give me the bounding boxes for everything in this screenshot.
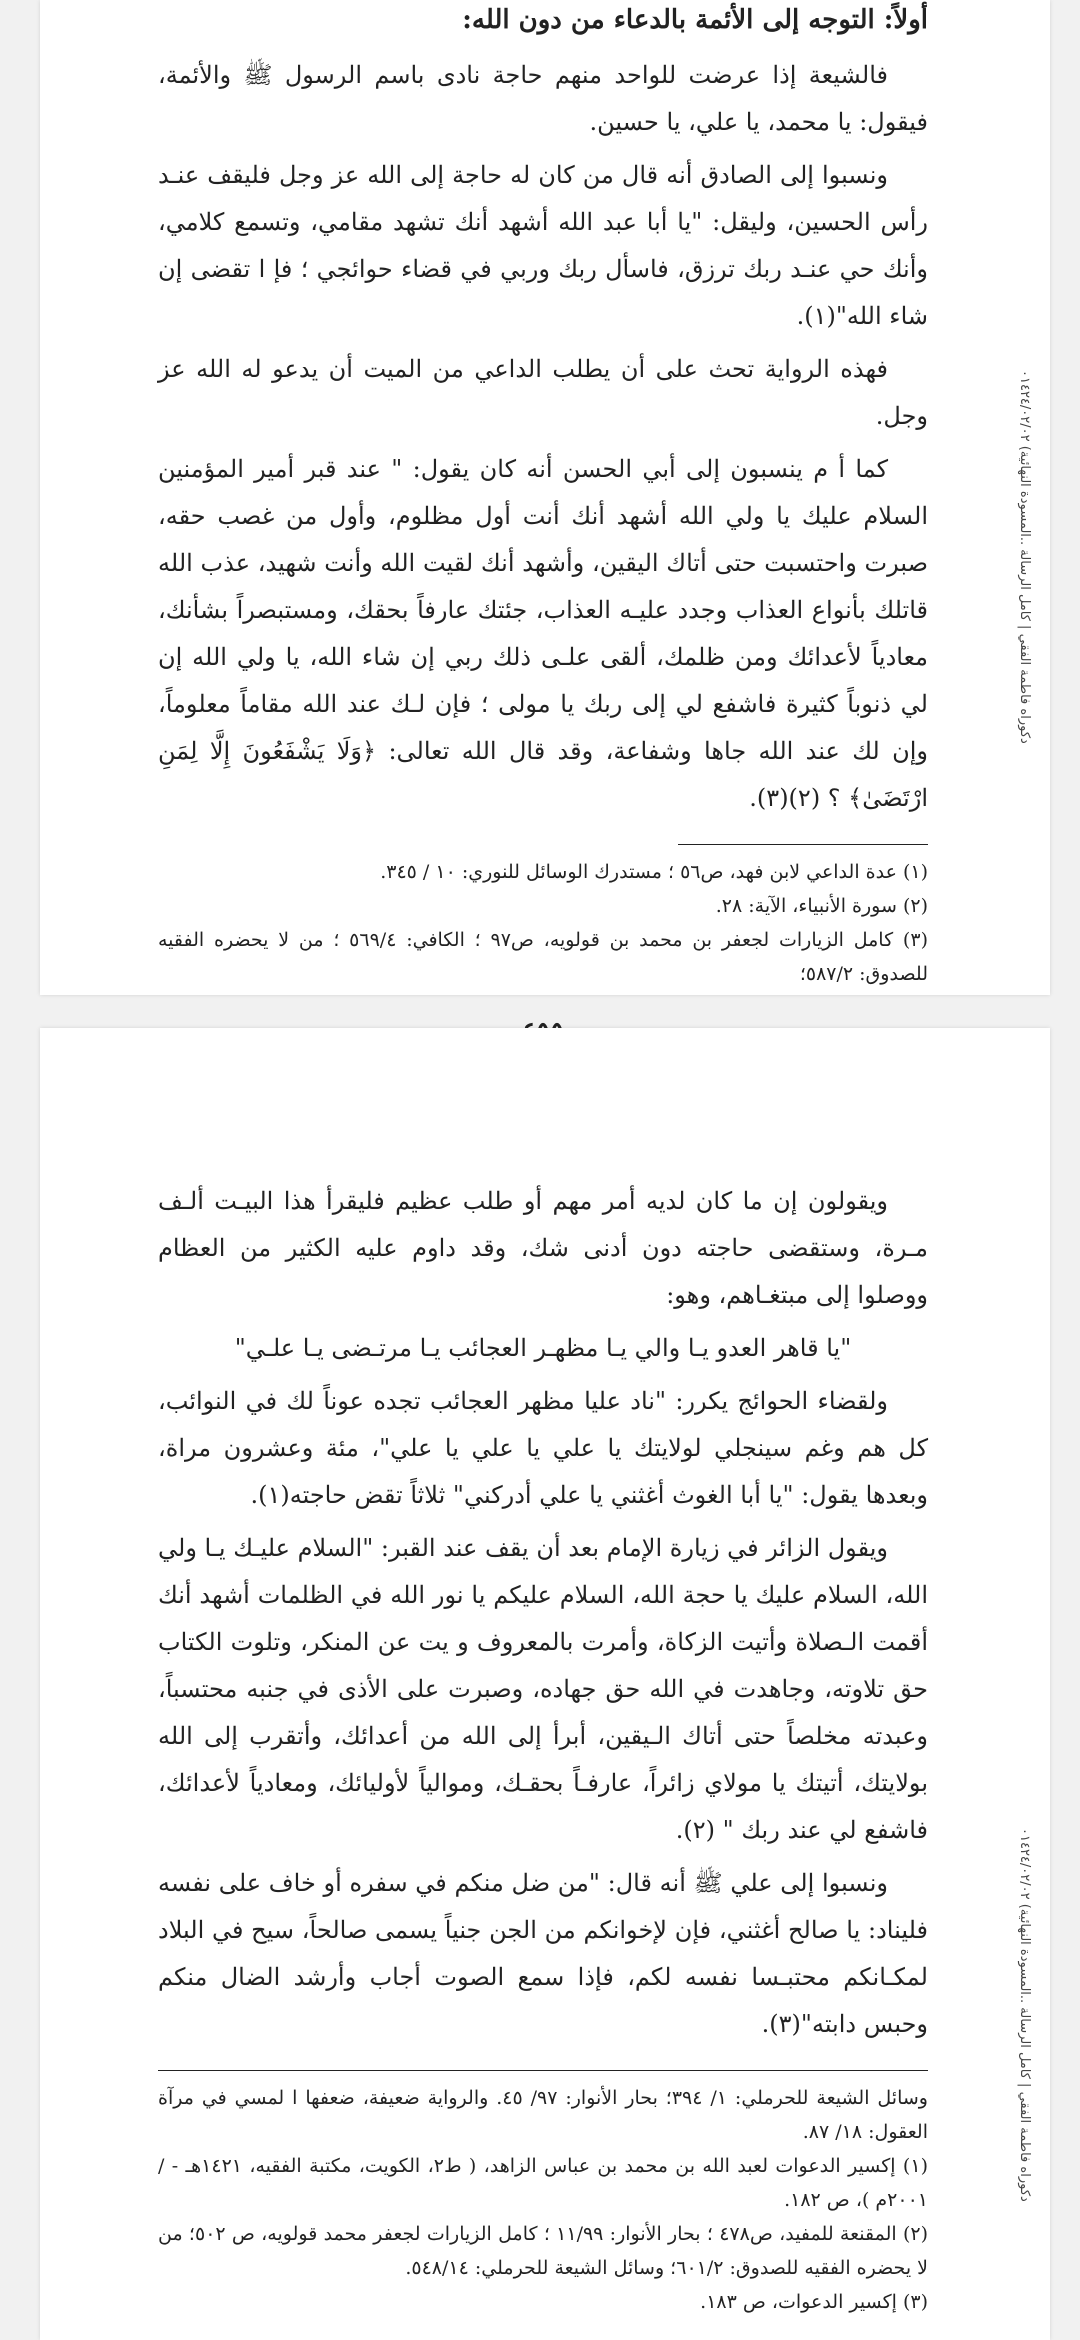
footnote-separator — [678, 844, 928, 845]
paragraph: ونسبوا إلى الصادق أنه قال من كان له حاجة إلى الله عز وجل فليقف عنـد رأس الحسين، وليقل: "يا أبا عبد الله أشهد أنك تشهد مقامي، وتسمع كلامي، وأنك حي عنـد ربك ترزق، فاسأل ربك وربي في قضاء حوائجي ؛ فإ ا تقضى إن شاء الله"(١). — [158, 161, 928, 330]
paragraph: ويقول الزائر في زيارة الإمام بعد أن يقف عند القبر: "السلام عليـك يـا ولي الله، السلام عليك يا حجة الله، السلام عليكم يا نور الله في الظلمات أشهد أنك أقمت الـصلاة وأتيت الزكاة، وأمرت بالمعروف و يت عن المنكر، وتلوت الكتاب حق تلاوته، وجاهدت في الله حق جهاده، وصبرت على الأذى في جنبه محتسباً، وعبدته مخلصاً حتى أتاك الـيقين، أبرأ إلى الله من أعدائك، وأتقرب إلى الله بولايتك، أتيتك يا مولاي زائراً، عارفـاً بحقـك، وموالياً لأوليائك، ومعادياً لأعدائك، فاشفع لي عند ربك " (٢). — [158, 1534, 928, 1844]
side-watermark-label: دكوراه فاطمة الفقي | كامل الرسالة ..المسودة النهائية) ٠١٤٢٤/٠٢/٠٢ — [1017, 370, 1032, 744]
section-heading: أولاً: التوجه إلى الأئمة بالدعاء من دون الله: — [462, 5, 928, 35]
footnote-separator — [158, 2070, 928, 2071]
footnote: (٢) المقنعة للمفيد، ص٤٧٨ ؛ بحار الأنوار: ١١/٩٩ ؛ كامل الزيارات لجعفر محمد قولويه، ص ٥٠٢؛ من لا يحضره الفقيه للصدوق: ٦٠١/٢؛ وسائل الشيعة للحرملي: ٥٤٨/١٤. — [158, 2223, 928, 2279]
footnote: وسائل الشيعة للحرملي: ١/ ٣٩٤؛ بحار الأنوار: ٩٧/ ٤٥. والرواية ضعيفة، ضعفها ا لمسي في مرآة العقول: ١٨/ ٨٧. — [158, 2087, 928, 2143]
document-page-2 — [40, 1028, 1050, 2340]
footnote: (٢) سورة الأنبياء، الآية: ٢٨. — [715, 895, 928, 917]
document-page-1 — [40, 0, 1050, 995]
footnote: (١) عدة الداعي لابن فهد، ص٥٦ ؛ مستدرك الوسائل للنوري: ١٠ / ٣٤٥. — [380, 861, 928, 883]
paragraph: ونسبوا إلى علي ﷺ أنه قال: "من ضل منكم في سفره أو خاف على نفسه فليناد: يا صالح أغثني، فإن لإخوانكم من الجن جنياً يسمى صالحاً، سيح في البلاد لمكـانكم محتبـسا نفسه لكم، فإذا سمع الصوت أجاب وأرشد الضال منكم وحبس دابته"(٣). — [158, 1869, 928, 2038]
paragraph: فالشيعة إذا عرضت للواحد منهم حاجة نادى باسم الرسول ﷺ والأئمة، فيقول: يا محمد، يا علي، يا حسين. — [158, 61, 928, 136]
footnote: (٣) كامل الزيارات لجعفر بن محمد بن قولويه، ص٩٧ ؛ الكافي: ٥٦٩/٤ ؛ من لا يحضره الفقيه للصدوق: ٥٨٧/٢؛ — [158, 929, 928, 985]
verse-line: "يا قاهر العدو يـا والي يـا مظهـر العجائب يـا مرتـضى يـا علـي" — [234, 1334, 852, 1362]
paragraph: كما أ م ينسبون إلى أبي الحسن أنه كان يقول: " عند قبر أمير المؤمنين السلام عليك يا ولي الله أشهد أنك أنت أول مظلوم، وأول من غصب حقه، صبرت واحتسبت حتى أتاك اليقين، وأشهد أنك لقيت الله وأنت شهيد، عذب الله قاتلك بأنواع العذاب وجدد عليـه العذاب، جئتك عارفاً بحقك، ومستبصراً بشأنك، معادياً لأعدائك ومن ظلمك، ألقى علـى ذلك ربي إن شاء الله، يا ولي الله إن لي ذنوباً كثيرة فاشفع لي إلى ربك يا مولى ؛ فإن لـك عند الله مقاماً معلوماً، وإن لك عند الله جاها وشفاعة، وقد قال الله تعالى: ﴿وَلَا يَشْفَعُونَ إِلَّا لِمَنِ ارْتَضَىٰ﴾ ؟ (٢)(٣). — [158, 455, 928, 812]
paragraph: فهذه الرواية تحث على أن يطلب الداعي من الميت أن يدعو له الله عز وجل. — [158, 355, 928, 430]
footnote: (١) إكسير الدعوات لعبد الله بن محمد بن عباس الزاهد، ( ط٢، الكويت، مكتبة الفقيه، ١٤٢١هـ - / ٢٠٠١م )، ص ١٨٢. — [158, 2155, 928, 2211]
paragraph: ولقضاء الحوائج يكرر: "ناد عليا مظهر العجائب تجده عوناً لك في النوائب، كل هم وغم سينجلي لولايتك يا علي يا علي يا علي"، مئة وعشرون مراة، وبعدها يقول: "يا أبا الغوث أغثني يا علي أدركني" ثلاثاً تقض حاجته(١). — [158, 1387, 929, 1509]
paragraph: ويقولون إن ما كان لديه أمر مهم أو طلب عظيم فليقرأ هذا البيـت ألـف مـرة، وستقضى حاجته دون أدنى شك، وقد داوم عليه الكثير من العظام ووصلوا إلى مبتغـاهم، وهو: — [158, 1187, 928, 1309]
side-watermark-label: دكوراه فاطمة الفقي | كامل الرسالة ..المسودة النهائية) ٠١٤٢٤/٠٢/٠٢ — [1017, 1828, 1032, 2202]
footnote: (٣) إكسير الدعوات، ص ١٨٣. — [700, 2291, 928, 2313]
